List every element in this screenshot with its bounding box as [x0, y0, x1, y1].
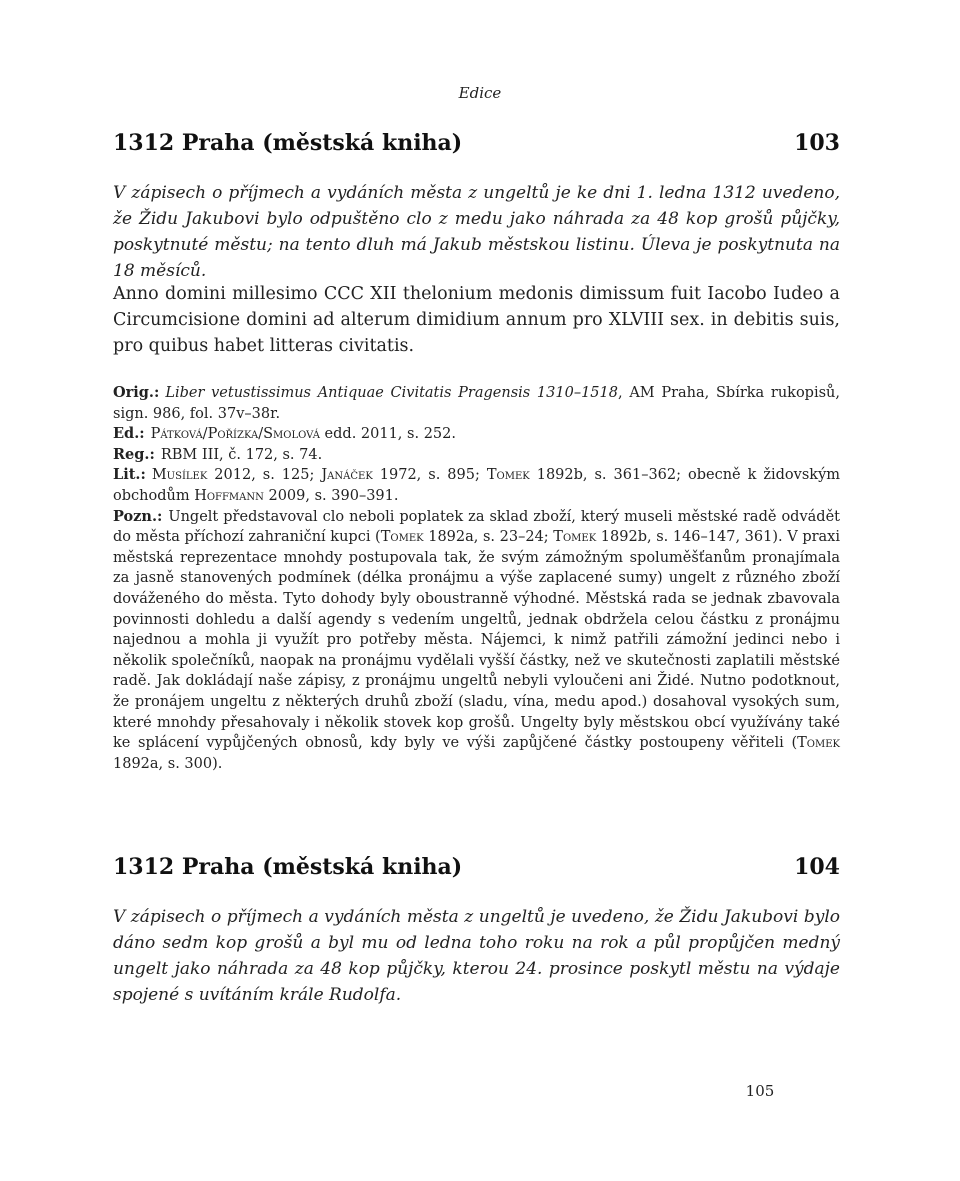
source-details: , AM Praha, Sbírka rukopisů, sign. 986, fol. 37v–38r. [113, 385, 840, 422]
author-name: Tomek [797, 735, 840, 752]
entry-regest: V zápisech o příjmech a vydáních města z ungeltů je uvedeno, že Židu Jakubovi bylo dáno sedm kop grošů a byl mu od ledna toho roku na rok a půl propůjčen medný ungelt jako náhrada za 48 kop půjčky, kterou 24. prosince poskytl městu na výdaje spojené s uvítáním krále Rudolfa. [113, 907, 840, 1005]
note-text: 1892b, s. 146–147, 361). V praxi městská reprezentace mnohdy postupovala tak, že svým zámožným spoluměšťanům pronajímala za jasně stanovených podmínek (délka pronájmu a výše zaplacené sumy) ungelt z různého zboží dováženého do města. Tyto dohody byly oboustranně výhodné. Městská rada se jednak zbavovala povinnosti dohledu a další agendy s vedením ungeltů, jednak obdržela celou částku z pronájmu najednou a mohla ji využít pro potřeby města. Nájemci, k nimž patřili zámožní jedinci nebo i několik společníků, naopak na pronájmu vydělali vyšší částky, než ve skutečnosti zaplatili městské radě. Jak dokládají naše zápisy, z pronájmu ungeltů nebyli vyloučeni ani Židé. Nutno podotknout, že pronájem ungeltu z některých druhů zboží (sladu, vína, medu apod.) dosahoval vysokých sum, které mnohdy přesahovaly i několik stovek kop grošů. Ungelty byly městskou obcí využívány také ke splácení vypůjčených obnosů, kdy byly ve výši zapůjčené částky postoupeny věřiteli ( [113, 529, 840, 752]
apparatus-label: Lit.: [113, 466, 146, 484]
citation-text: 2012, s. 125; [207, 467, 322, 484]
author-names: Pátková/Pořízka/Smolová [150, 426, 320, 443]
apparatus-label: Pozn.: [113, 507, 163, 525]
entry-header [113, 854, 840, 880]
author-name: Tomek [553, 529, 597, 546]
entry-title: 1312 Praha (městská kniha) [113, 854, 463, 880]
apparatus-lit [113, 465, 840, 506]
author-name: Tomek [380, 529, 424, 546]
apparatus-reg [113, 445, 840, 466]
apparatus-orig [113, 383, 840, 424]
citation-text: 1892b, s. 361–362; obecně k židovským obchodům [113, 467, 841, 504]
entry-number: 104 [794, 854, 840, 880]
citation-text: 2009, s. 390–391. [263, 487, 399, 504]
source-title: Liber vetustissimus Antiquae Civitatis Pragensis 1310–1518 [165, 385, 618, 401]
regest-reference: RBM III, č. 172, s. 74. [160, 446, 323, 463]
latin-edition-text: Anno domini millesimo CCC XII thelonium medonis dimissum fuit Iacobo Iudeo a Circumcisione domini ad alterum dimidium annum pro XLVIII sex. in debitis suis, pro quibus habet litteras civitatis. [113, 284, 840, 356]
apparatus-label: Ed.: [113, 425, 145, 443]
author-name: Musílek [151, 467, 208, 484]
apparatus-ed [113, 424, 840, 445]
note-text: 1892a, s. 300). [113, 755, 223, 772]
entry-number: 103 [794, 130, 840, 156]
critical-apparatus [113, 383, 840, 774]
page-number: 105 [745, 1082, 775, 1100]
edition-details: edd. 2011, s. 252. [319, 426, 456, 443]
author-name: Hoffmann [194, 487, 264, 504]
note-text: 1892a, s. 23–24; [423, 529, 554, 546]
apparatus-label: Reg.: [113, 445, 155, 463]
entry-header [113, 130, 840, 156]
author-name: Tomek [486, 467, 530, 484]
entry-regest: V zápisech o příjmech a vydáních města z ungeltů je ke dni 1. ledna 1312 uvedeno, že Židu Jakubovi bylo odpuštěno clo z medu jako náhrada za 48 kop grošů půjčky, poskytnuté městu; na tento dluh má Jakub městskou listinu. Úleva je poskytnuta na 18 měsíců. [113, 183, 840, 281]
apparatus-label: Orig.: [113, 384, 160, 401]
note-text: Ungelt představoval clo neboli poplatek za sklad zboží, který museli městské radě odvádět do města příchozí zahraniční kupci ( [113, 508, 840, 546]
author-name: Janáček [321, 467, 373, 484]
apparatus-pozn [113, 507, 840, 775]
running-head: Edice [458, 84, 502, 102]
entry-title: 1312 Praha (městská kniha) [113, 130, 463, 156]
citation-text: 1972, s. 895; [372, 467, 487, 484]
